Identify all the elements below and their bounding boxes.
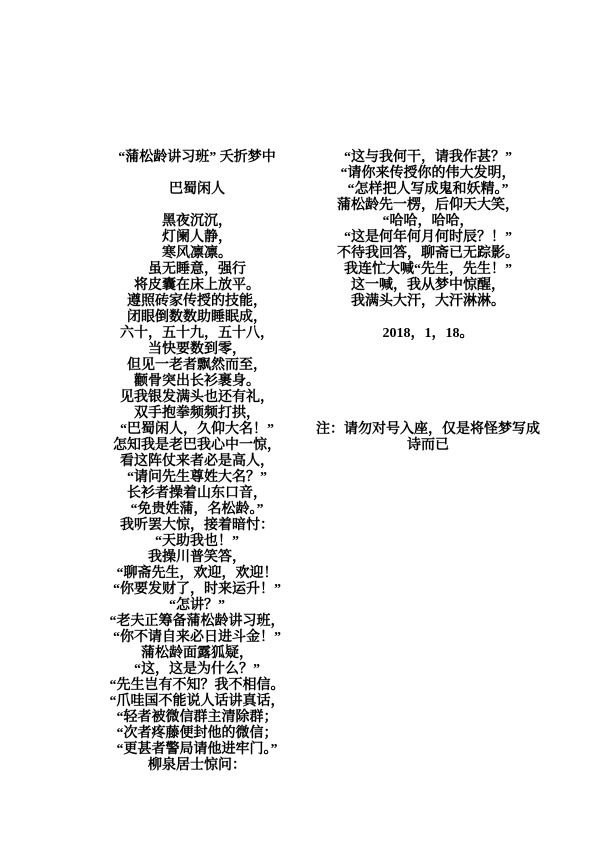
poem-line: 柳泉居士惊问： — [148, 758, 246, 773]
poem-line: 看这阵仗来者必是高人， — [120, 454, 274, 469]
poem-line: “天助我也！” — [155, 534, 239, 549]
poem-line: 当快要数到零， — [148, 342, 246, 357]
note-line-1: 注：请勿对号入座，仅是将怪梦写成 — [316, 422, 540, 437]
spacer-line — [308, 310, 548, 326]
poem-line: 黑夜沉沉， — [162, 214, 232, 229]
left-column — [77, 150, 317, 774]
poem-line: 我满头大汗，大汗淋淋。 — [351, 294, 505, 309]
poem-line: “请问先生尊姓大名？” — [127, 470, 267, 485]
poem-line: 将皮囊在床上放平。 — [134, 278, 260, 293]
poem-line: “轻者被微信群主清除群； — [116, 710, 278, 725]
poem-line: 双手抱拳频频打拱， — [134, 406, 260, 421]
poem-line: 蒲松龄先一楞，后仰天大笑， — [337, 198, 519, 213]
poem-line: 遵照砖家传授的技能， — [127, 294, 267, 309]
spacer-line — [77, 198, 317, 214]
note-line-2: 诗而已 — [407, 438, 449, 453]
poem-line: “请你来传授你的伟大发明， — [340, 166, 516, 181]
poem-body-right — [308, 150, 548, 310]
poem-line: “次者疼藤便封他的微信； — [116, 726, 278, 741]
spacer-line — [308, 342, 548, 358]
poem-line: 蒲松龄面露狐疑， — [141, 646, 253, 661]
poem-line: “爪哇国不能说人话讲真话， — [109, 694, 285, 709]
poem-line: 长衫者操着山东口音， — [127, 486, 267, 501]
poem-body-left — [77, 214, 317, 774]
poem-line: “老夫正筹备蒲松龄讲习班， — [109, 614, 285, 629]
poem-line: 不待我回答，聊斋已无踪影。 — [337, 246, 519, 261]
poem-line: 我操川普笑答， — [148, 550, 246, 565]
poem-line: 见我银发满头也还有礼， — [120, 390, 274, 405]
spacer-line — [308, 390, 548, 406]
poem-date: 2018，1，18。 — [382, 326, 474, 341]
poem-line: “你要发财了，时来运升！” — [113, 582, 281, 597]
poem-line: 我听罢大惊，接着暗忖： — [120, 518, 274, 533]
poem-line: “聊斋先生，欢迎，欢迎！ — [116, 566, 278, 581]
poem-author: 巴蜀闲人 — [169, 182, 225, 197]
poem-line: “这，这是为什么？” — [134, 662, 260, 677]
poem-line: “这与我何干，请我作甚？” — [344, 150, 512, 165]
poem-line: “怎讲？” — [169, 598, 225, 613]
poem-line: “更甚者警局请他进牢门。” — [116, 742, 278, 757]
poem-line: “巴蜀闲人，久仰大名！” — [120, 422, 274, 437]
spacer-line — [308, 358, 548, 374]
poem-line: “哈哈，哈哈， — [382, 214, 474, 229]
poem-line: 颧骨突出长衫裹身。 — [134, 374, 260, 389]
spacer-line — [77, 166, 317, 182]
poem-line: “免贵姓蒲，名松龄。” — [130, 502, 264, 517]
poem-line: “先生岂有不知？我不相信。 — [109, 678, 285, 693]
poem-title: “蒲松龄讲习班” 夭折梦中 — [118, 150, 276, 165]
spacer-line — [308, 406, 548, 422]
poem-line: 六十，五十九，五十八， — [120, 326, 274, 341]
poem-line: “你不请自来必日进斗金！” — [113, 630, 281, 645]
poem-line: 这一喊，我从梦中惊醒， — [351, 278, 505, 293]
poem-line: 我连忙大喊“先生，先生！” — [344, 262, 512, 277]
poem-line: 怎知我是老巴我心中一惊， — [113, 438, 281, 453]
poem-line: 闭眼倒数数助睡眠成， — [127, 310, 267, 325]
right-column — [308, 150, 548, 454]
poem-line: 灯阑人静， — [162, 230, 232, 245]
spacer-line — [308, 374, 548, 390]
poem-line: “怎样把人写成鬼和妖精。” — [347, 182, 509, 197]
poem-line: “这是何年何月何时辰？！” — [344, 230, 512, 245]
poem-line: 寒风凛凛。 — [162, 246, 232, 261]
poem-line: 但见一老者飘然而至， — [127, 358, 267, 373]
poem-line: 虽无睡意，强行 — [148, 262, 246, 277]
